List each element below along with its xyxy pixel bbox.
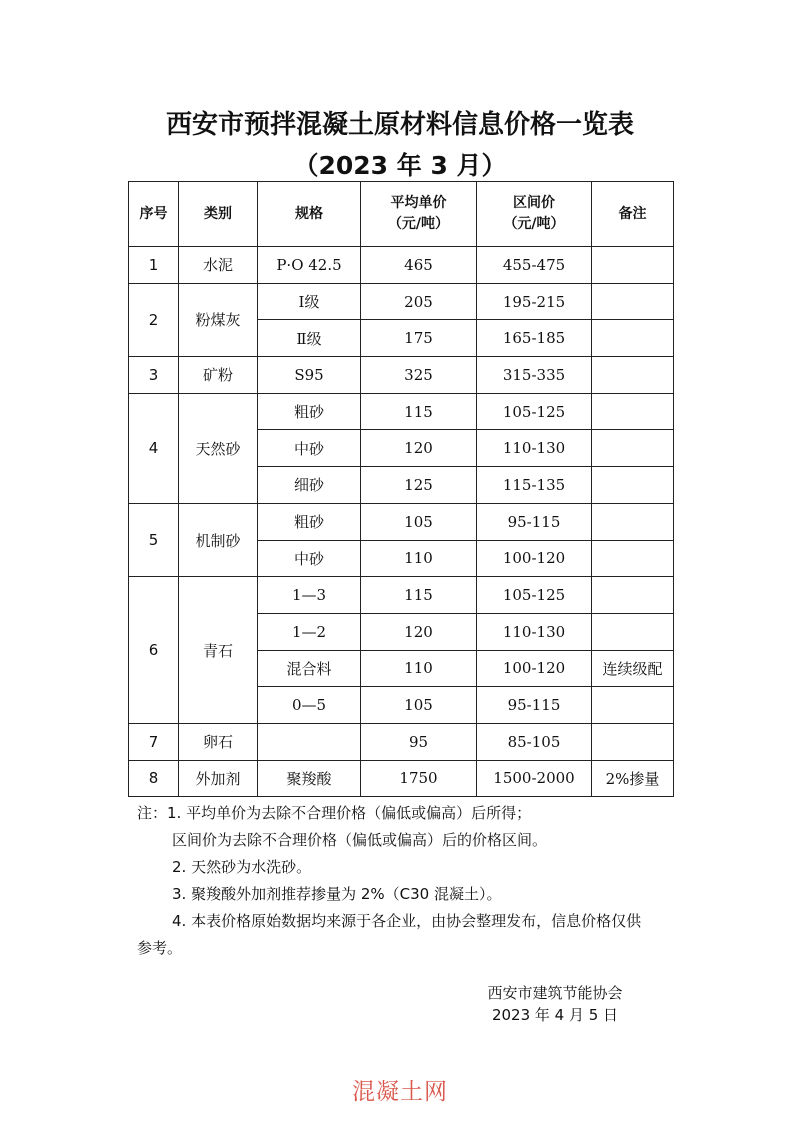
cell-range-price: 95-115 xyxy=(477,503,592,540)
header-remark: 备注 xyxy=(592,182,674,247)
cell-avg-price: 1750 xyxy=(361,760,477,797)
cell-no: 7 xyxy=(129,723,179,760)
cell-avg-price: 110 xyxy=(361,650,477,687)
header-avg-line2: （元/吨） xyxy=(387,216,450,232)
cell-spec: 混合料 xyxy=(258,650,361,687)
cell-remark xyxy=(592,687,674,724)
cell-range-price: 105-125 xyxy=(477,577,592,614)
cell-remark xyxy=(592,247,674,284)
cell-range-price: 455-475 xyxy=(477,247,592,284)
header-range-line1: 区间价 xyxy=(513,195,555,211)
cell-avg-price: 95 xyxy=(361,723,477,760)
cell-remark: 连续级配 xyxy=(592,650,674,687)
cell-no: 8 xyxy=(129,760,179,797)
cell-no: 6 xyxy=(129,577,179,724)
cell-spec: P·O 42.5 xyxy=(258,247,361,284)
cell-category: 青石 xyxy=(179,577,258,724)
note-line: 4. 本表价格原始数据均来源于各企业，由协会整理发布，信息价格仅供 xyxy=(172,912,642,930)
signature-date: 2023 年 4 月 5 日 xyxy=(491,1006,619,1024)
header-avg-price xyxy=(361,182,477,247)
table-row xyxy=(129,723,674,760)
watermark: 混凝土网 xyxy=(352,1079,448,1105)
header-no: 序号 xyxy=(129,182,179,247)
note-line: 注：1. 平均单价为去除不合理价格（偏低或偏高）后所得； xyxy=(137,804,532,822)
note-line: 3. 聚羧酸外加剂推荐掺量为 2%（C30 混凝土）。 xyxy=(172,885,502,903)
header-category: 类别 xyxy=(179,182,258,247)
cell-category: 机制砂 xyxy=(179,503,258,576)
cell-range-price: 115-135 xyxy=(477,467,592,504)
table-row xyxy=(129,760,674,797)
cell-range-price: 110-130 xyxy=(477,430,592,467)
cell-avg-price: 120 xyxy=(361,613,477,650)
note-line: 区间价为去除不合理价格（偏低或偏高）后的价格区间。 xyxy=(172,831,548,849)
cell-remark xyxy=(592,393,674,430)
cell-avg-price: 105 xyxy=(361,503,477,540)
page-subtitle: （2023 年 3 月） xyxy=(293,151,507,180)
table-row xyxy=(129,283,674,320)
cell-avg-price: 120 xyxy=(361,430,477,467)
table-header-row xyxy=(129,182,674,247)
cell-avg-price: 125 xyxy=(361,467,477,504)
signature-org: 西安市建筑节能协会 xyxy=(487,984,623,1002)
cell-range-price: 105-125 xyxy=(477,393,592,430)
cell-spec: 1—2 xyxy=(258,613,361,650)
cell-remark xyxy=(592,577,674,614)
cell-remark xyxy=(592,320,674,357)
table-row xyxy=(129,503,674,540)
table-row xyxy=(129,393,674,430)
cell-range-price: 95-115 xyxy=(477,687,592,724)
cell-remark xyxy=(592,430,674,467)
cell-range-price: 195-215 xyxy=(477,283,592,320)
cell-category: 卵石 xyxy=(179,723,258,760)
cell-avg-price: 115 xyxy=(361,393,477,430)
cell-category: 矿粉 xyxy=(179,357,258,394)
cell-spec: 聚羧酸 xyxy=(258,760,361,797)
cell-remark xyxy=(592,503,674,540)
table-row xyxy=(129,247,674,284)
cell-spec: 中砂 xyxy=(258,430,361,467)
cell-avg-price: 175 xyxy=(361,320,477,357)
table-body xyxy=(129,247,674,797)
cell-spec: Ⅱ级 xyxy=(258,320,361,357)
cell-range-price: 315-335 xyxy=(477,357,592,394)
cell-no: 5 xyxy=(129,503,179,576)
cell-no: 3 xyxy=(129,357,179,394)
cell-no: 2 xyxy=(129,283,179,356)
cell-category: 外加剂 xyxy=(179,760,258,797)
cell-spec: 0—5 xyxy=(258,687,361,724)
cell-range-price: 100-120 xyxy=(477,650,592,687)
cell-range-price: 110-130 xyxy=(477,613,592,650)
cell-spec: 中砂 xyxy=(258,540,361,577)
cell-remark xyxy=(592,467,674,504)
cell-avg-price: 465 xyxy=(361,247,477,284)
header-avg-line1: 平均单价 xyxy=(390,195,447,211)
cell-spec: Ⅰ级 xyxy=(258,283,361,320)
cell-range-price: 100-120 xyxy=(477,540,592,577)
cell-range-price: 165-185 xyxy=(477,320,592,357)
cell-spec: 1—3 xyxy=(258,577,361,614)
cell-remark xyxy=(592,723,674,760)
note-line: 2. 天然砂为水洗砂。 xyxy=(172,858,312,876)
cell-category: 水泥 xyxy=(179,247,258,284)
cell-spec: 细砂 xyxy=(258,467,361,504)
notes xyxy=(137,800,677,962)
note-line: 参考。 xyxy=(137,939,183,957)
cell-remark xyxy=(592,357,674,394)
header-spec: 规格 xyxy=(258,182,361,247)
cell-remark: 2%掺量 xyxy=(592,760,674,797)
cell-avg-price: 105 xyxy=(361,687,477,724)
cell-range-price: 85-105 xyxy=(477,723,592,760)
cell-spec: S95 xyxy=(258,357,361,394)
cell-avg-price: 115 xyxy=(361,577,477,614)
page-title: 西安市预拌混凝土原材料信息价格一览表 xyxy=(165,110,634,140)
table-row xyxy=(129,357,674,394)
cell-range-price: 1500-2000 xyxy=(477,760,592,797)
cell-avg-price: 325 xyxy=(361,357,477,394)
table-row xyxy=(129,577,674,614)
cell-avg-price: 110 xyxy=(361,540,477,577)
cell-no: 1 xyxy=(129,247,179,284)
cell-remark xyxy=(592,540,674,577)
header-range-price xyxy=(477,182,592,247)
cell-remark xyxy=(592,613,674,650)
cell-spec xyxy=(258,723,361,760)
cell-remark xyxy=(592,283,674,320)
cell-spec: 粗砂 xyxy=(258,393,361,430)
cell-spec: 粗砂 xyxy=(258,503,361,540)
cell-category: 粉煤灰 xyxy=(179,283,258,356)
cell-category: 天然砂 xyxy=(179,393,258,503)
header-range-line2: （元/吨） xyxy=(503,216,565,232)
cell-avg-price: 205 xyxy=(361,283,477,320)
price-table xyxy=(128,181,674,797)
cell-no: 4 xyxy=(129,393,179,503)
